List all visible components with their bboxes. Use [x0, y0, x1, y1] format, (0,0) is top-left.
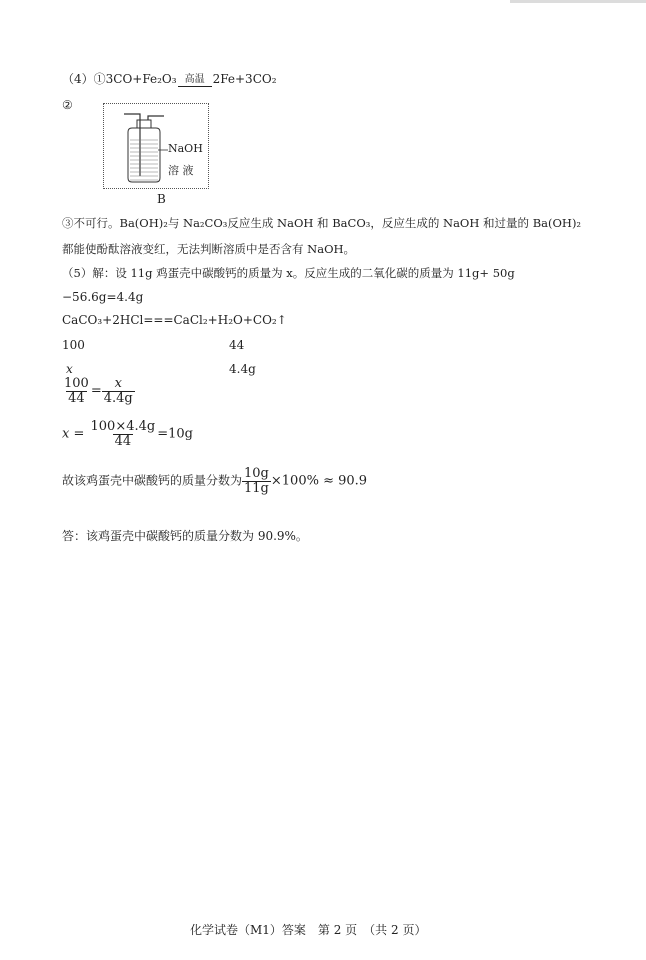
final-answer: 答：该鸡蛋壳中碳酸钙的质量分数为 90.9%。 [62, 529, 308, 543]
molar-mass-left: 100 [62, 338, 85, 352]
reagent-label-2: 溶 液 [168, 164, 194, 177]
solve-equation [62, 420, 193, 448]
percentage-line [62, 467, 367, 495]
pct-suffix: ×100% ≈ 90.9 [270, 473, 368, 489]
pct-den: 11g [244, 480, 269, 496]
condition-bar [178, 86, 212, 87]
molar-mass-right: 44 [229, 338, 245, 352]
condition-text: 高温 [184, 74, 205, 85]
solve-lhs: x = [62, 426, 85, 442]
ratio-fraction-left [62, 377, 91, 405]
item-3-line-1: ③不可行。Ba(OH)₂与 Na₂CO₃反应生成 NaOH 和 BaCO₃，反应生成的 NaOH 和过量的 Ba(OH)₂ [62, 216, 582, 230]
ratio-den-1: 44 [68, 390, 85, 406]
ratio-equals: = [90, 383, 102, 399]
pct-num: 10g [244, 466, 269, 481]
reagent-label-1: NaOH [168, 142, 203, 155]
item-3-line-2: 都能使酚酞溶液变红，无法判断溶质中是否含有 NaOH。 [62, 242, 356, 256]
unknown-mass-left: x [66, 362, 73, 376]
item-2-marker: ② [62, 98, 73, 112]
apparatus-figure-box [103, 103, 209, 189]
pct-prefix: 故该鸡蛋壳中碳酸钙的质量分数为 [62, 473, 243, 488]
equation-prefix: ①3CO+Fe₂O₃ [93, 72, 177, 86]
ratio-num-2: x [114, 376, 122, 391]
reaction-condition [178, 75, 212, 87]
pct-fraction [242, 467, 271, 495]
solve-fraction [89, 420, 158, 448]
ratio-num-1: 100 [64, 376, 89, 391]
known-mass-right: 4.4g [229, 362, 256, 376]
solve-rhs: =10g [157, 426, 193, 442]
part4-label: （4） [62, 72, 94, 86]
figure-caption: B [157, 192, 166, 206]
ratio-den-2: 4.4g [103, 390, 133, 406]
solve-num: 100×4.4g [90, 419, 156, 434]
part5-line-2: −56.6g=4.4g [62, 290, 144, 304]
ratio-fraction-right [102, 377, 135, 405]
ratio-equation [62, 377, 135, 405]
reaction-equation: CaCO₃+2HCl===CaCl₂+H₂O+CO₂↑ [62, 313, 287, 327]
page-footer: 化学试卷（M1）答案 第 2 页 （共 2 页） [190, 923, 427, 937]
scan-edge-line [510, 0, 646, 3]
solve-den: 44 [114, 433, 132, 449]
equation-suffix: 2Fe+3CO₂ [212, 72, 277, 86]
part5-line-1: （5）解：设 11g 鸡蛋壳中碳酸钙的质量为 x。反应生成的二氧化碳的质量为 11g+ 50g [62, 266, 515, 280]
equation-line-1 [62, 70, 277, 87]
